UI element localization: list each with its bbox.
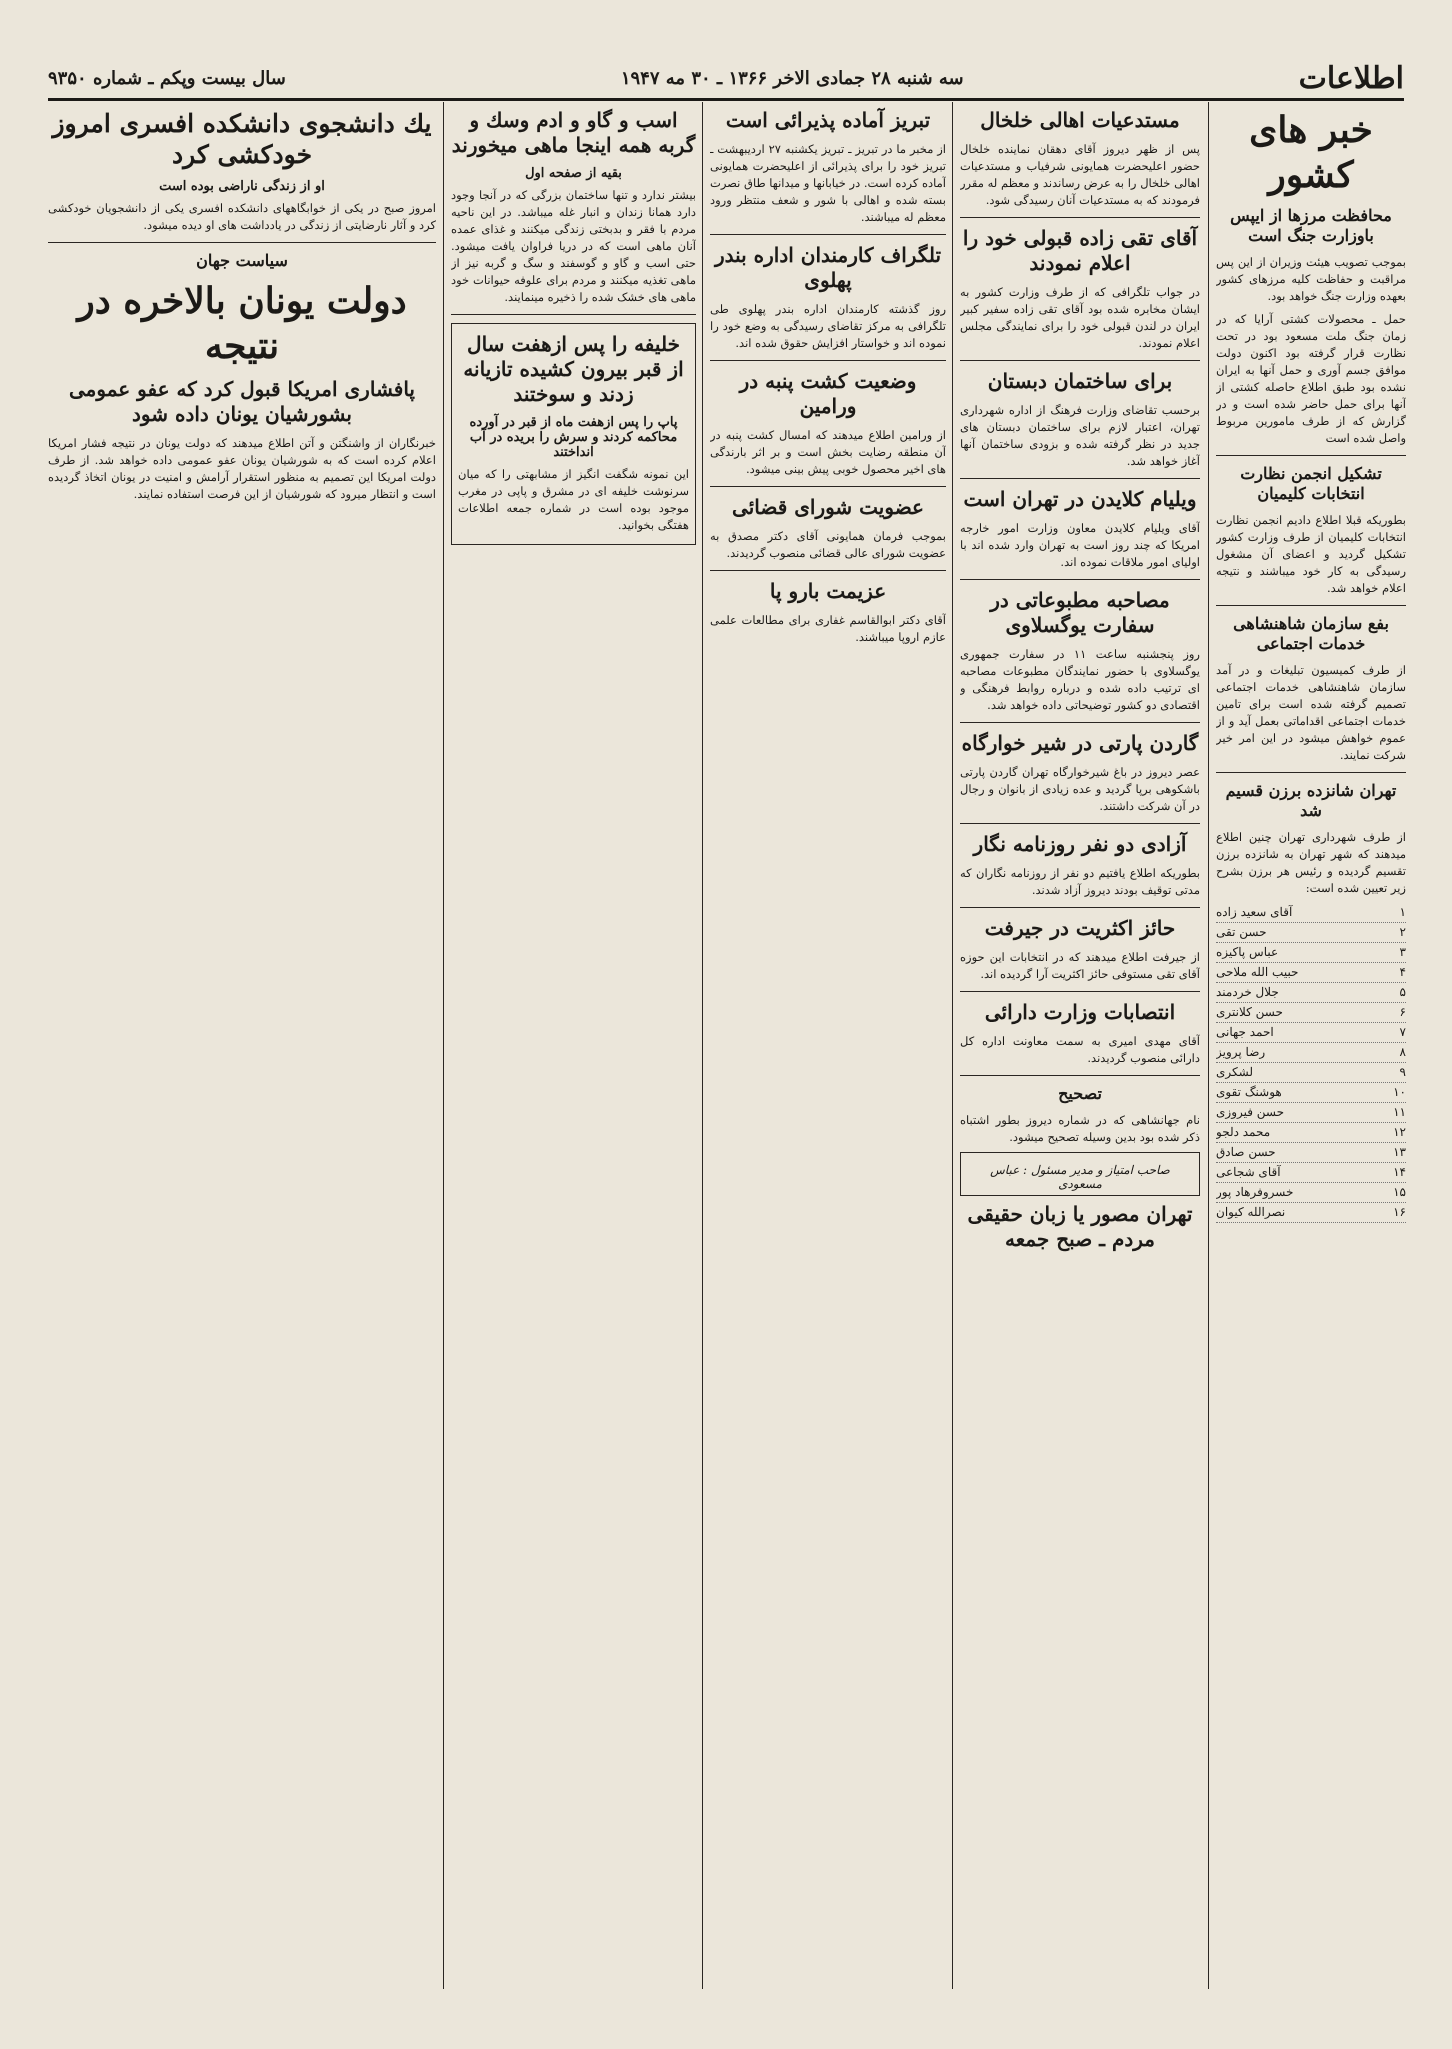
promo-banner: تهران مصور یا زبان حقیقی مردم ـ صبح جمعه	[967, 1202, 1193, 1251]
article-text: روز گذشته کارمندان اداره بندر پهلوی طی تلگرافی به مرکز تقاضای رسیدگی به وضع خود را نموده اند و خواستار افزایش حقوق شده اند.	[710, 302, 946, 350]
section-label: سیاست جهان	[196, 250, 288, 270]
article-text: روز پنجشنبه ساعت ۱۱ در سفارت جمهوری یوگسلاوی با حضور نمایندگان مطبوعات مصاحبه ای ترتیب داده شده و درباره روابط فرهنگی و اقتصادی دو کشور توضیحاتی داده خواهد شد.	[960, 647, 1200, 712]
article-text: از طرف کمیسیون تبلیغات و در آمد سازمان شاهنشاهی خدمات اجتماعی تصمیم گرفته شده است برای تامین خدمات اجتماعی اقداماتی بعمل آید و از عموم خواهش میشود در این امر خیر شرکت نمایند.	[1216, 663, 1406, 762]
column-world-news	[48, 104, 436, 1984]
article-subhead: او از زندگی ناراضی بوده است	[159, 178, 325, 194]
article-text: آقای ویلیام کلایدن معاون وزارت امور خارجه امریکا که چند روز است به تهران وارد شده اند با اولیای امور ملاقات نموده اند.	[960, 521, 1200, 569]
article-text: از ورامین اطلاع میدهند که امسال کشت پنبه در آن منطقه رضایت بخش است و بر اثر بارندگی های اخیر محصول خوبی پیش بینی میشود.	[710, 428, 946, 476]
article-text: امروز صبح در یکی از خوابگاههای دانشکده افسری یکی از دانشجویان خودکشی کرد و آثار نارضایتی از زندگی در یادداشت های او دیده میشود.	[48, 200, 436, 232]
article-text: نام جهانشاهی که در شماره دیروز بطور اشتباه ذکر شده بود بدین وسیله تصحیح میشود.	[960, 1113, 1200, 1144]
issue-info: سال بیست وپکم ـ شماره ۹۳۵۰	[48, 67, 286, 89]
article-text: از جیرفت اطلاع میدهند که در انتخابات این حوزه آقای تقی مستوفی حائز اکثریت آرا گردیده اند.	[960, 950, 1200, 981]
article-subhead: بقیه از صفحه اول	[525, 166, 622, 181]
article-headline: تهران شانزده برزن قسیم شد	[1225, 781, 1397, 820]
article-headline: حائز اکثریت در جیرفت	[984, 916, 1176, 940]
column-feature	[451, 104, 696, 1984]
column-briefs	[960, 104, 1200, 1984]
column-rule	[1208, 102, 1209, 1989]
date-line: سه شنبه ۲۸ جمادی الاخر ۱۳۶۶ ـ ۳۰ مه ۱۹۴۷	[620, 67, 964, 89]
list-item: ۵ جلال خردمند	[1216, 983, 1406, 1003]
article-text: بطوریکه اطلاع یافتیم دو نفر از روزنامه نگاران که مدتی توقیف بودند دیروز آزاد شدند.	[960, 866, 1200, 897]
article-headline: گاردن پارتی در شیر خوارگاه	[961, 731, 1199, 755]
masthead: اطلاعات	[1298, 60, 1404, 96]
article-text: بطوریکه قبلا اطلاع دادیم انجمن نظارت انتخابات کلیمیان از طرف وزارت کشور تشکیل گردید و اعضای آن مشغول رسیدگی به کار خود میباشند و نتیجه اعلام خواهد شد.	[1216, 513, 1406, 595]
article-text: این نمونه شگفت انگیز از مشابهتی را که میان سرنوشت خلیفه ای در مشرق و پاپی در مغرب موجود بوده است در شماره جمعه اطلاعات هفتگی بخوانید.	[458, 467, 689, 532]
page-header	[48, 58, 1404, 101]
article-headline: تشکیل انجمن نظارت انتخابات کلیمیان	[1240, 464, 1382, 503]
article-headline: اسب و گاو و ادم وسك و گربه همه اینجا ماهی میخورند	[451, 108, 696, 157]
list-item: ۱۱ حسن فیروزی	[1216, 1103, 1406, 1123]
article-text: آقای دکتر ابوالقاسم غفاری برای مطالعات علمی عازم اروپا میباشند.	[710, 613, 946, 644]
article-text: از طرف شهرداری تهران چنین اطلاع میدهند که شهر تهران به شانزده برزن تقسیم گردیده و رئیس هر برزن بشرح زیر تعیین شده است:	[1216, 830, 1406, 895]
article-headline: آقای تقی زاده قبولی خود را اعلام نمودند	[962, 226, 1198, 275]
article-text: برحسب تقاضای وزارت فرهنگ از اداره شهرداری تهران، اعتبار لازم برای ساختمان دبستان های جدید در نظر گرفته شده و بزودی ساختمان آنها آغاز خواهد شد.	[960, 403, 1200, 468]
article-headline: دولت یونان بالاخره در نتیجه	[77, 279, 407, 367]
article-subhead: پافشاری امریکا قبول کرد که عفو عمومی بشورشیان یونان داده شود	[68, 376, 415, 426]
article-headline: یك دانشجوی دانشکده افسری امروز خودکشی کرد	[52, 109, 432, 170]
article-headline: وضعیت کشت پنبه در ورامین	[739, 369, 917, 418]
column-rule	[952, 102, 953, 1989]
editor-signature: صاحب امتیاز و مدیر مسئول : عباس مسعودی	[990, 1163, 1170, 1191]
article-text: در جواب تلگرافی که از طرف وزارت کشور به ایشان مخابره شده بود آقای تقی زاده سفیر کبیر ایران در لندن قبولی خود را برای نمایندگی مجلس اعلام نمودند.	[960, 285, 1200, 350]
article-headline: انتصابات وزارت دارائی	[984, 1000, 1176, 1024]
list-item: ۱۶ نصرالله کیوان	[1216, 1203, 1406, 1223]
article-headline: برای ساختمان دبستان	[987, 369, 1173, 393]
article-text: بموجب فرمان همایونی آقای دکتر مصدق به عضویت شورای عالی قضائی منصوب گردیدند.	[710, 529, 946, 560]
list-item: ۱ آقای سعید زاده	[1216, 903, 1406, 923]
list-item: ۱۳ حسن صادق	[1216, 1143, 1406, 1163]
article-headline: عضویت شورای قضائی	[732, 495, 924, 519]
article-headline: محافظت مرزها از ایپس باوزارت جنگ است	[1230, 206, 1392, 245]
list-item: ۸ رضا پرویز	[1216, 1043, 1406, 1063]
article-text: بموجب تصویب هیئت وزیران از این پس مراقبت و حفاظت کلیه مرزهای کشور بعهده وزارت جنگ خواهد بود.	[1216, 255, 1406, 303]
list-item: ۱۴ آقای شجاعی	[1216, 1163, 1406, 1183]
district-list	[1216, 903, 1406, 1223]
article-subhead: پاپ را پس ازهفت ماه از قبر در آورده محاکمه کردند و سرش را بریده در آب انداختند	[469, 415, 678, 460]
article-text: خبرنگاران از واشنگتن و آتن اطلاع میدهند که دولت یونان در نتیجه فشار امریکا اعلام کرده است که به شورشیان یونان عفو عمومی داده خواهد شد. از طرف دولت امریکا این تصمیم به منظور استقرار آرامش و امنیت در یونان اتخاذ گردیده است و انتظار میرود که شورشیان از این فرصت استفاده نمایند.	[48, 435, 436, 501]
article-headline: ویلیام کلایدن در تهران است	[963, 487, 1197, 511]
article-headline: تلگراف کارمندان اداره بندر پهلوی	[714, 243, 942, 292]
list-item: ۷ احمد جهانی	[1216, 1023, 1406, 1043]
article-headline: عزیمت بارو پا	[769, 579, 887, 603]
list-item: ۳ عباس پاکیزه	[1216, 943, 1406, 963]
list-item: ۱۵ خسروفرهاد پور	[1216, 1183, 1406, 1203]
column-national-news	[1216, 104, 1406, 1984]
column-rule	[702, 102, 703, 1989]
article-headline: مستدعیات اهالی خلخال	[980, 108, 1180, 132]
list-item: ۱۰ هوشنگ تقوی	[1216, 1083, 1406, 1103]
article-text: عصر دیروز در باغ شیرخوارگاه تهران گاردن پارتی باشکوهی برپا گردید و عده زیادی از بانوان و رجال در آن شرکت داشتند.	[960, 765, 1200, 813]
list-item: ۲ حسن تقی	[1216, 923, 1406, 943]
article-headline: خلیفه را پس ازهفت سال از قبر بیرون کشیده تازیانه زدند و سوختند	[463, 332, 684, 406]
list-item: ۶ حسن کلانتری	[1216, 1003, 1406, 1023]
article-headline: بفع سازمان شاهنشاهی خدمات اجتماعی	[1233, 614, 1389, 653]
article-headline: تبریز آماده پذیرائی است	[725, 108, 931, 132]
column-provincial-news	[710, 104, 946, 1984]
article-text: آقای مهدی امیری به سمت معاونت اداره کل دارائی منصوب گردیدند.	[960, 1034, 1200, 1065]
article-text: از مخبر ما در تبریز ـ تبریز یکشنبه ۲۷ اردیبهشت ـ تبریز خود را برای پذیرائی از اعلیحضرت همایونی آماده کرده است. در خیابانها و میدانها طاق نصرت بسته شده و اهالی با شور و شعف منتظر ورود معظم له میباشند.	[710, 142, 946, 224]
column-rule	[443, 102, 444, 1989]
section-title: خبر های کشور	[1249, 109, 1373, 196]
article-headline: آزادی دو نفر روزنامه نگار	[973, 832, 1187, 856]
article-text: حمل ـ محصولات کشتی آرایا که در زمان جنگ ملت مسعود بود در تحت نظارت قرار گرفته بود اکنون دولت موافق جسم آوری و حمل آنها به ایران نشده بود طبق اطلاع حاصله کشتی از آنها برای حمل حاضر شده است و در گزارش که از طرف مامورین مربوط واصل شده است	[1216, 312, 1406, 445]
article-headline: تصحیح	[1058, 1084, 1102, 1103]
article-headline: مصاحبه مطبوعاتی در سفارت یوگسلاوی	[990, 588, 1170, 637]
list-item: ۱۲ محمد دلجو	[1216, 1123, 1406, 1143]
list-item: ۴ حبیب الله ملاحی	[1216, 963, 1406, 983]
article-text: بیشتر ندارد و تنها ساختمان بزرگی که در آنجا وجود دارد همانا زندان و انبار غله میباشد. در این ناحیه مردم با فقر و بدبختی زندگی میکنند و غذای عمده آنان ماهی است که در دریا فراوان یافت میشود. حتی اسب و گاو و گوسفند و سگ و گربه نیز از ماهی تغذیه میکنند و مردم برای علوفه حیوانات خود ماهی های خشک شده را ذخیره مینمایند.	[451, 188, 696, 304]
article-text: پس از ظهر دیروز آقای دهقان نماینده خلخال حضور اعلیحضرت همایونی شرفیاب و مستدعیات اهالی خلخال را به عرض رساندند و معظم له مقرر فرمودند که به مستدعیات آنان رسیدگی شود.	[960, 142, 1200, 207]
list-item: ۹ لشکری	[1216, 1063, 1406, 1083]
